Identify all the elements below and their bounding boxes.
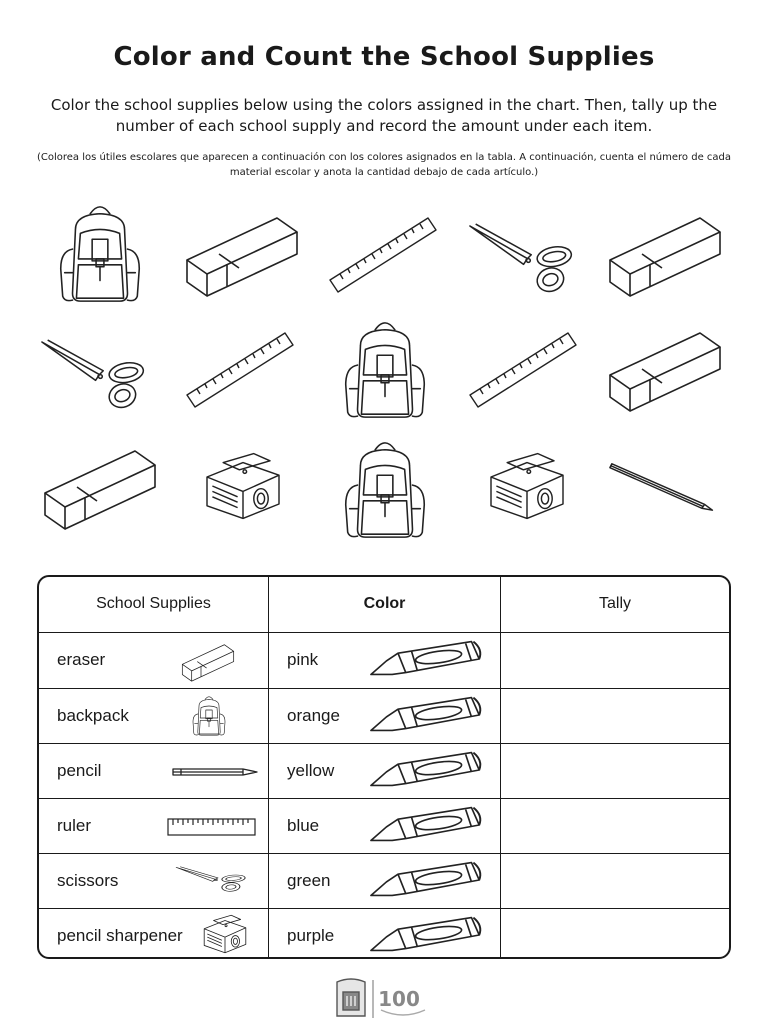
tally-cell[interactable] [501,689,729,743]
eraser-illustration [40,443,160,533]
supply-label: ruler [57,816,92,835]
table-row [39,799,729,854]
crayon-icon [369,805,485,849]
color-label: purple [287,926,335,945]
table-row [39,633,729,689]
backpack-illustration [335,316,435,424]
table-row [39,689,729,744]
backpack-illustration [335,436,435,544]
tally-cell[interactable] [501,854,729,908]
crayon-icon [369,750,485,794]
page-title: Color and Count the School Supplies [113,42,655,72]
color-label: orange [287,706,340,725]
eraser-icon [179,641,237,683]
pencil-sharpener-icon [199,913,251,955]
eraser-illustration [182,210,302,300]
crayon-icon [369,695,485,739]
crayon-icon [369,915,485,959]
instructions: Color the school supplies below using the colors assigned in the chart. Then, tally up the number of each school supply and record the amount under each item. [50,96,718,135]
instructions-spanish: (Colorea los útiles escolares que aparecen a continuación con los colores asignados en la tabla. A continuación, cuenta el número de cada material escolar y anota la cantidad debajo de cada artículo.) [36,152,732,178]
eraser-illustration [605,210,725,300]
backpack-icon [189,693,229,739]
crayon-icon [369,639,485,683]
scissors-illustration [468,222,583,299]
header-tally: Tally [598,595,631,612]
footer-logo [333,976,433,1024]
ruler-illustration [468,325,578,415]
tally-cell[interactable] [501,744,729,798]
supply-label: eraser [57,650,106,669]
supply-label: pencil sharpener [57,926,183,945]
supplies-table [37,575,731,959]
supply-label: backpack [57,706,129,725]
table-header-row [39,577,729,633]
pencil-sharpener-illustration [198,450,288,522]
color-label: pink [287,650,319,669]
logo-number: 100 [378,987,420,1011]
tally-cell[interactable] [501,633,729,688]
supply-label: scissors [57,871,119,890]
header-school-supplies: School Supplies [96,595,211,612]
ruler-icon [167,817,257,837]
table-row [39,854,729,909]
pencil-sharpener-illustration [482,450,572,522]
pencil-illustration [608,458,724,516]
header-color: Color [363,595,406,612]
eraser-illustration [605,325,725,415]
ruler-illustration [328,210,438,300]
scissors-illustration [40,338,155,415]
ruler-illustration [185,325,295,415]
pencil-icon [171,766,261,778]
supply-label: pencil [57,761,102,780]
scissors-icon [175,866,253,894]
color-label: green [287,871,331,890]
tally-cell[interactable] [501,909,729,959]
backpack-illustration [50,200,150,308]
color-label: yellow [287,761,335,780]
color-label: blue [287,816,320,835]
crayon-icon [369,860,485,904]
tally-cell[interactable] [501,799,729,853]
table-row [39,744,729,799]
table-row [39,909,729,959]
